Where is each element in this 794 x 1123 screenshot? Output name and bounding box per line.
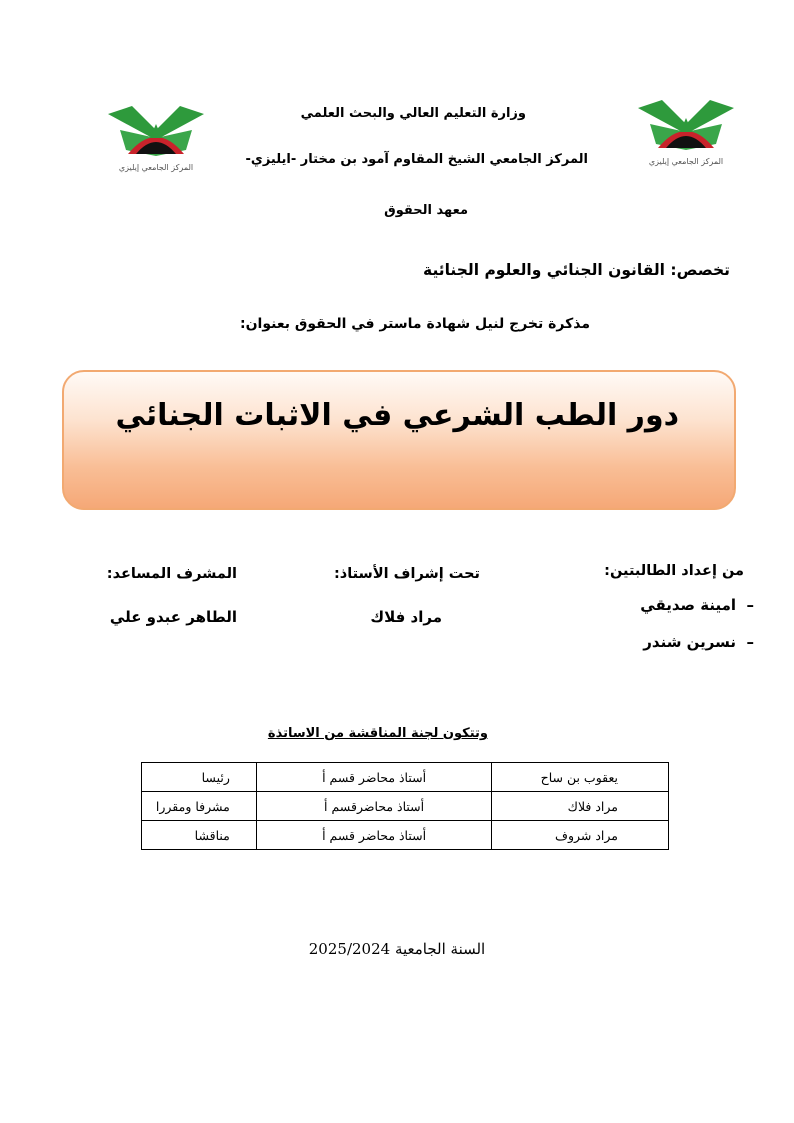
memo-line: مذكرة تخرج لنيل شهادة ماستر في الحقوق بعنوان: bbox=[240, 316, 590, 332]
ministry-name: وزارة التعليم العالي والبحث العلمي bbox=[300, 106, 526, 121]
university-name: المركز الجامعي الشيخ المقاوم آمود بن مختار -ايليزي- bbox=[245, 152, 588, 167]
member-rank: أستاذ محاضر قسم أ bbox=[256, 763, 491, 792]
member-role: رئيسا bbox=[142, 763, 257, 792]
member-name: مراد فلاك bbox=[492, 792, 669, 821]
member-role: مناقشا bbox=[142, 821, 257, 850]
supervisor-label: تحت إشراف الأستاذ: bbox=[333, 566, 480, 582]
committee-table bbox=[141, 762, 669, 850]
committee-title: وتتكون لجنة المناقشة من الاساتذة bbox=[267, 726, 488, 741]
student-name: نسرين شندر bbox=[643, 633, 737, 651]
member-name: مراد شروف bbox=[492, 821, 669, 850]
academic-year: السنة الجامعية 2025/2024 bbox=[308, 940, 486, 958]
logo-caption-left: المركز الجامعي إيليزي bbox=[118, 163, 194, 172]
thesis-title-box bbox=[62, 370, 736, 510]
thesis-title: دور الطب الشرعي في الاثبات الجنائي bbox=[115, 398, 679, 433]
university-logo-right bbox=[636, 94, 736, 172]
institute-name: معهد الحقوق bbox=[384, 203, 468, 218]
list-dash: – bbox=[736, 596, 754, 614]
specialty-line: تخصص: القانون الجنائي والعلوم الجنائية bbox=[423, 261, 730, 279]
list-dash: – bbox=[736, 633, 754, 651]
students-label: من إعداد الطالبتين: bbox=[604, 563, 744, 579]
member-role: مشرفا ومقررا bbox=[142, 792, 257, 821]
table-row bbox=[142, 821, 669, 850]
co-supervisor-name: الطاهر عبدو علي bbox=[109, 608, 237, 626]
student-item bbox=[640, 596, 754, 614]
supervisor-name: مراد فلاك bbox=[370, 608, 442, 626]
table-row bbox=[142, 792, 669, 821]
co-supervisor-label: المشرف المساعد: bbox=[106, 566, 237, 582]
logo-caption-right: المركز الجامعي إيليزي bbox=[648, 157, 724, 166]
table-row bbox=[142, 763, 669, 792]
university-logo-left bbox=[106, 100, 206, 178]
student-name: امينة صديقي bbox=[640, 596, 737, 614]
student-item bbox=[643, 633, 754, 651]
member-rank: أستاذ محاضر قسم أ bbox=[256, 821, 491, 850]
member-rank: أستاذ محاضرقسم أ bbox=[256, 792, 491, 821]
member-name: يعقوب بن ساح bbox=[492, 763, 669, 792]
